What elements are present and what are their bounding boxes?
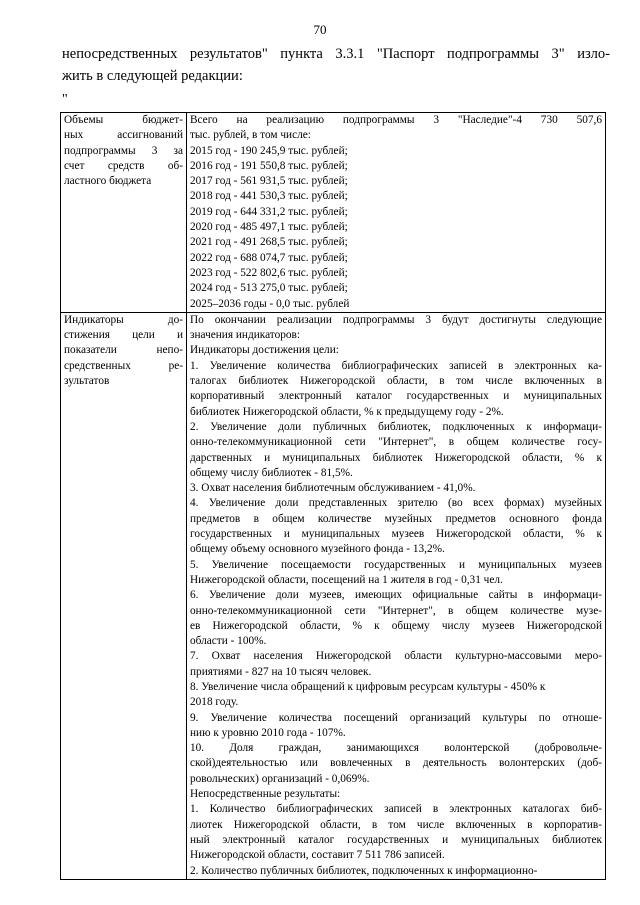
budget-content-line: 2017 год - 561 931,5 тыс. рублей; <box>190 175 348 188</box>
budget-content-line: 2021 год - 491 268,5 тыс. рублей; <box>190 236 348 249</box>
indicators-content-line: общему объему основного музейного фонда - 13,2%. <box>190 543 445 556</box>
indicators-content-line: 5. Увеличение посещаемости государственных и муниципальных музеев <box>190 558 602 571</box>
indicators-content-line: нию к уровню 2010 года - 107%. <box>190 726 346 739</box>
indicators-content-line: 1. Увеличение количества библиографических записей в электронных ка- <box>190 359 602 372</box>
budget-content-line: 2016 год - 191 550,8 тыс. рублей; <box>190 159 348 172</box>
budget-content-line: 2015 год - 190 245,9 тыс. рублей; <box>190 144 348 157</box>
indicators-content-line: онно-телекоммуникационной сети "Интернет", в общем количестве госу- <box>190 436 602 449</box>
indicators-label-cell <box>61 312 187 879</box>
indicators-content-line: значения индикаторов: <box>190 329 301 342</box>
indicators-label-line: зультатов <box>64 375 110 388</box>
indicators-content-line: дарственных и муниципальных библиотек Нижегородской области, % к <box>190 451 602 464</box>
budget-label-line: ных ассигнований <box>64 129 183 142</box>
indicators-content-line: талогах библиотек Нижегородской области, в том числе включенных в <box>190 375 602 388</box>
subprogram-passport-table <box>60 112 606 880</box>
indicators-content-line: общему числу библиотек - 81,5%. <box>190 466 353 479</box>
indicators-content-line: 3. Охват населения библиотечным обслуживанием - 41,0%. <box>190 482 476 495</box>
budget-content-line: 2022 год - 688 074,7 тыс. рублей; <box>190 251 348 264</box>
indicators-content-line: лиотек Нижегородской области, в том числе включенных в корпоратив- <box>190 818 602 831</box>
budget-content <box>190 113 602 312</box>
indicators-content-line: корпоративный электронный каталог государственных и муниципальных <box>190 390 602 403</box>
indicators-content <box>190 313 602 879</box>
intro-paragraph <box>62 43 610 87</box>
budget-label-line: Объемы бюджет- <box>64 114 183 126</box>
indicators-content-cell <box>187 312 606 879</box>
indicators-content-line: приятиями - 827 на 10 тысяч человек. <box>190 665 372 678</box>
indicators-content-line: 6. Увеличение доли музеев, имеющих официальные сайты в информаци- <box>190 589 602 602</box>
indicators-content-line: 2. Количество публичных библиотек, подключенных к информационно- <box>190 864 538 877</box>
indicators-content-line: государственных и муниципальных музеев Нижегородской области, % к <box>190 528 602 541</box>
indicators-content-line: библиотек Нижегородской области, % к предыдущему году - 2%. <box>190 405 504 418</box>
table-row-budget <box>61 113 606 313</box>
budget-content-line: 2020 год - 485 497,1 тыс. рублей; <box>190 221 348 234</box>
indicators-content-line: ской)деятельностью или вовлеченных в деятельность волонтерских (доб- <box>190 757 602 770</box>
indicators-content-line: 7. Охват населения Нижегородской области культурно-массовыми меро- <box>190 650 602 663</box>
indicators-label-line: показатели непо- <box>64 344 183 357</box>
opening-quote-mark: " <box>62 92 68 107</box>
budget-label-cell <box>61 113 187 313</box>
budget-label-line: ластного бюджета <box>64 175 152 188</box>
indicators-content-line: Индикаторы достижения цели: <box>190 344 339 357</box>
budget-content-line: 2019 год - 644 331,2 тыс. рублей; <box>190 205 348 218</box>
page-number: 70 <box>313 22 327 37</box>
indicators-content-line: Непосредственные результаты: <box>190 788 341 801</box>
budget-label-line: подпрограммы 3 за <box>64 144 183 157</box>
budget-content-line: 2025–2036 годы - 0,0 тыс. рублей <box>190 297 350 310</box>
indicators-content-line: 10. Доля граждан, занимающихся волонтерской (добровольче- <box>190 742 602 755</box>
budget-content-line: 2023 год - 522 802,6 тыс. рублей; <box>190 266 348 279</box>
budget-content-line: тыс. рублей, в том числе: <box>190 129 311 142</box>
indicators-content-line: Нижегородской области, посещений на 1 жителя в год - 0,31 чел. <box>190 573 503 586</box>
table-row-indicators <box>61 312 606 879</box>
budget-content-line: Всего на реализацию подпрограммы 3 "Наследие"-4 730 507,6 <box>190 114 602 126</box>
indicators-content-line: 4. Увеличение доли представленных зрителю (во всех формах) музейных <box>190 497 602 510</box>
indicators-label-line: средственных ре- <box>64 359 183 372</box>
budget-content-cell <box>187 113 606 313</box>
indicators-content-line: ев Нижегородской области, % к общему числу музеев Нижегородской <box>190 619 602 632</box>
budget-content-line: 2018 год - 441 530,3 тыс. рублей; <box>190 190 348 203</box>
indicators-content-line: 8. Увеличение числа обращений к цифровым ресурсам культуры - 450% к <box>190 680 546 693</box>
intro-line-1: непосредственных результатов" пункта 3.3.1 "Паспорт подпрограммы 3" изло- <box>62 46 610 62</box>
indicators-label <box>64 313 183 389</box>
indicators-content-line: предметов в общем количестве музейных предметов основного фонда <box>190 512 602 525</box>
indicators-content-line: 9. Увеличение количества посещений организаций культуры по отноше- <box>190 711 602 724</box>
indicators-content-line: 1. Количество библиографических записей в электронных каталогах биб- <box>190 803 602 816</box>
intro-line-2: жить в следующей редакции: <box>62 68 243 84</box>
indicators-content-line: онно-телекоммуникационной сети "Интернет", в общем количестве музе- <box>190 604 602 617</box>
budget-label-line: счет средств об- <box>64 159 183 172</box>
indicators-content-line: 2. Увеличение доли публичных библиотек, подключенных к информаци- <box>190 420 602 433</box>
indicators-content-line: ный электронный каталог государственных и муниципальных библиотек <box>190 833 602 846</box>
budget-label <box>64 113 183 189</box>
indicators-content-line: Нижегородской области, составит 7 511 786 записей. <box>190 849 445 862</box>
indicators-label-line: Индикаторы до- <box>64 313 183 326</box>
indicators-label-line: стижения цели и <box>64 329 183 342</box>
indicators-content-line: По окончании реализации подпрограммы 3 будут достигнуты следующие <box>190 313 602 326</box>
budget-content-line: 2024 год - 513 275,0 тыс. рублей; <box>190 282 348 295</box>
indicators-content-line: ровольческих) организаций - 0,069%. <box>190 772 370 785</box>
indicators-content-line: области - 100%. <box>190 635 267 648</box>
indicators-content-line: 2018 году. <box>190 696 239 709</box>
